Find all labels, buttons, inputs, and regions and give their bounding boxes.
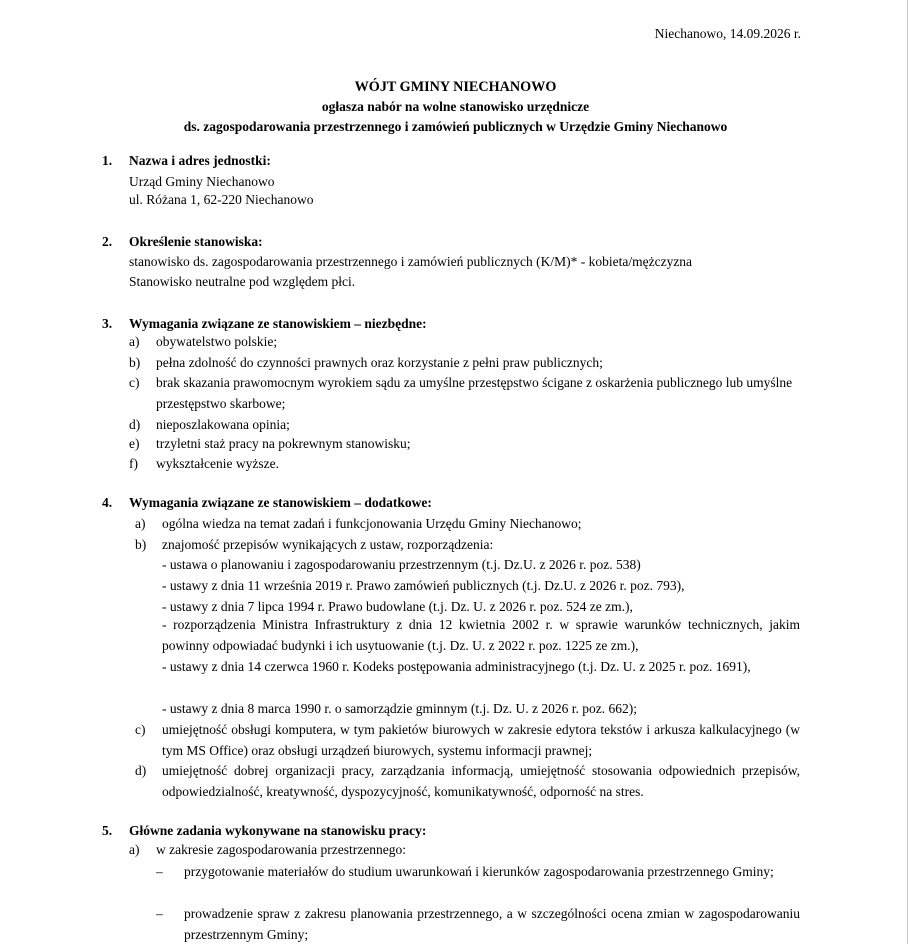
- section-heading: Wymagania związane ze stanowiskiem – niezbędne:: [129, 316, 427, 331]
- list-item-letter: b): [135, 537, 147, 552]
- document-header: [0, 77, 911, 137]
- unit-name: Urząd Gminy Niechanowo: [129, 174, 275, 189]
- list-item-letter: d): [135, 763, 147, 778]
- task-item: przygotowanie materiałów do studium uwarunkowań i kierunków zagospodarowania przestrzennego Gminy;: [184, 864, 774, 879]
- gender-note: Stanowisko neutralne pod względem płci.: [129, 274, 356, 289]
- list-item-letter: c): [129, 375, 140, 390]
- legal-act-item: - rozporządzenia Ministra Infrastruktury z dnia 12 kwietnia 2002 r. w sprawie warunków technicznych, jakim powinny odpowiadać budynki i ich usytuowanie (t.j. Dz. U. z 2022 r. poz. 1225 ze zm.),: [162, 617, 800, 653]
- list-item: w zakresie zagospodarowania przestrzennego:: [156, 842, 407, 857]
- unit-address: ul. Różana 1, 62-220 Niechanowo: [129, 192, 314, 207]
- list-item: ogólna wiedza na temat zadań i funkcjonowania Urzędu Gminy Niechanowo;: [162, 516, 582, 531]
- dash-marker: –: [156, 864, 163, 879]
- header-position: ds. zagospodarowania przestrzennego i zamówień publicznych w Urzędzie Gminy Niechanowo: [183, 119, 728, 134]
- legal-act-item: - ustawy z dnia 14 czerwca 1960 r. Kodeks postępowania administracyjnego (t.j. Dz. U. z 2025 r. poz. 1691),: [162, 659, 751, 674]
- page-edge: [907, 0, 908, 944]
- position-description: stanowisko ds. zagospodarowania przestrzennego i zamówień publicznych (K/M)* - kobieta/mężczyzna: [129, 254, 693, 269]
- list-item: brak skazania prawomocnym wyrokiem sądu za umyślne przestępstwo ścigane z oskarżenia publicznego lub umyślne przestępstwo skarbowe;: [156, 375, 793, 411]
- list-item: trzyletni staż pracy na pokrewnym stanowisku;: [156, 436, 411, 451]
- section-number: 5.: [102, 823, 113, 838]
- document-date: Niechanowo, 14.09.2026 r.: [654, 26, 801, 41]
- list-item-letter: c): [135, 722, 146, 737]
- list-item: obywatelstwo polskie;: [156, 334, 278, 349]
- section-number: 1.: [102, 153, 113, 168]
- list-item: umiejętność obsługi komputera, w tym pakietów biurowych w zakresie edytora tekstów i arkusza kalkulacyjnego (w tym MS Office) oraz obsługi urządzeń biurowych, systemu informacji prawnej;: [162, 722, 800, 758]
- legal-act-item: - ustawy z dnia 11 września 2019 r. Prawo zamówień publicznych (t.j. Dz.U. z 2026 r. poz. 793),: [162, 578, 685, 593]
- section-number: 2.: [102, 234, 113, 249]
- dash-marker: –: [156, 906, 163, 921]
- header-subtitle: ogłasza nabór na wolne stanowisko urzędnicze: [321, 99, 590, 114]
- section-heading: Określenie stanowiska:: [129, 234, 263, 249]
- task-item: prowadzenie spraw z zakresu planowania przestrzennego, a w szczególności ocena zmian w zagospodarowaniu przestrzennym Gminy;: [184, 906, 800, 942]
- section-number: 3.: [102, 316, 113, 331]
- list-item-letter: a): [129, 842, 140, 857]
- section-heading: Wymagania związane ze stanowiskiem – dodatkowe:: [129, 495, 432, 510]
- list-item: pełna zdolność do czynności prawnych oraz korzystanie z pełni praw publicznych;: [156, 355, 603, 370]
- section-heading: Główne zadania wykonywane na stanowisku pracy:: [129, 823, 427, 838]
- list-item-letter: f): [129, 456, 138, 471]
- legal-act-item: - ustawy z dnia 7 lipca 1994 r. Prawo budowlane (t.j. Dz. U. z 2026 r. poz. 524 ze zm.),: [162, 599, 633, 614]
- list-item-letter: d): [129, 417, 141, 432]
- legal-act-item: - ustawa o planowaniu i zagospodarowaniu przestrzennym (t.j. Dz.U. z 2026 r. poz. 538): [162, 557, 641, 572]
- list-item: umiejętność dobrej organizacji pracy, zarządzania informacją, umiejętność stosowania odpowiednich przepisów, odpowiedzialność, kreatywność, dyspozycyjność, komunikatywność, odporność na stres.: [162, 763, 800, 799]
- section-heading: Nazwa i adres jednostki:: [129, 153, 271, 168]
- list-item: znajomość przepisów wynikających z ustaw, rozporządzenia:: [162, 537, 494, 552]
- list-item-letter: e): [129, 436, 140, 451]
- header-title: WÓJT GMINY NIECHANOWO: [354, 79, 557, 95]
- list-item-letter: b): [129, 355, 141, 370]
- list-item-letter: a): [135, 516, 146, 531]
- list-item-letter: a): [129, 334, 140, 349]
- list-item: wykształcenie wyższe.: [156, 456, 279, 471]
- section-number: 4.: [102, 495, 113, 510]
- list-item: nieposzlakowana opinia;: [156, 417, 290, 432]
- legal-act-item: - ustawy z dnia 8 marca 1990 r. o samorządzie gminnym (t.j. Dz. U. z 2026 r. poz. 662);: [162, 701, 638, 716]
